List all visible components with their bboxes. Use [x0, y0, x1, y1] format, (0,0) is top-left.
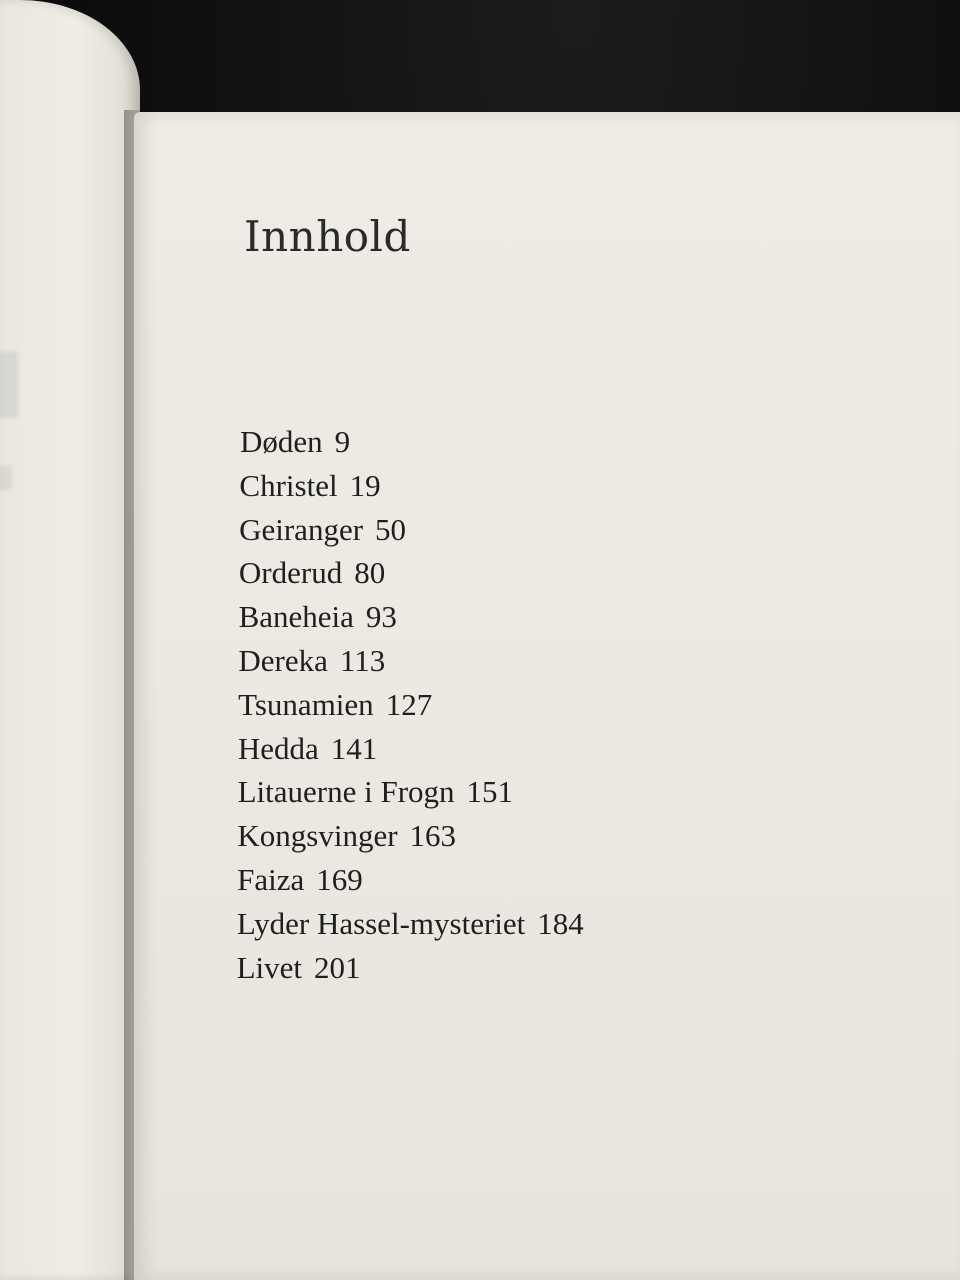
chapter-title: Faiza: [237, 861, 305, 897]
chapter-title: Tsunamien: [238, 686, 374, 722]
page-number: 127: [385, 686, 433, 722]
chapter-title: Dereka: [238, 642, 328, 678]
toc-entry: [237, 902, 584, 946]
chapter-title: Lyder Hassel-mysteriet: [236, 905, 526, 941]
toc-entry: [238, 727, 585, 771]
toc-entry: [239, 508, 586, 552]
page-number: 19: [349, 467, 381, 503]
toc-entry: [239, 595, 586, 639]
left-page: [0, 0, 140, 1280]
bleed-through-mark: [0, 352, 18, 418]
page-title: Innhold: [244, 212, 411, 261]
chapter-title: Kongsvinger: [237, 818, 398, 854]
toc-entry: [239, 551, 586, 595]
page-number: 93: [365, 599, 397, 635]
chapter-title: Orderud: [238, 555, 343, 591]
chapter-title: Christel: [239, 467, 338, 503]
toc-entry: [238, 639, 585, 683]
page-number: 113: [339, 642, 386, 678]
toc-entry: [237, 858, 584, 902]
toc-entry: [237, 946, 584, 990]
page-number: 50: [375, 511, 407, 547]
page-number: 201: [314, 949, 361, 985]
toc-entry: [237, 814, 584, 858]
table-of-contents: [236, 420, 587, 989]
chapter-title: Døden: [240, 424, 323, 459]
page-number: 151: [466, 774, 514, 810]
chapter-title: Litauerne i Frogn: [237, 774, 455, 810]
page-number: 163: [409, 818, 457, 854]
page-number: 184: [537, 905, 584, 941]
toc-entry: [239, 464, 586, 508]
bleed-through-mark: [0, 466, 12, 490]
toc-entry: [240, 420, 587, 464]
chapter-title: Livet: [236, 949, 303, 985]
chapter-title: Geiranger: [239, 511, 364, 547]
toc-entry: [238, 683, 585, 727]
page-number: 169: [316, 861, 363, 897]
chapter-title: Hedda: [237, 730, 319, 766]
page-number: 9: [334, 424, 351, 459]
chapter-title: Baneheia: [238, 599, 354, 635]
toc-entry: [238, 770, 585, 814]
page-number: 80: [354, 555, 386, 591]
page-number: 141: [330, 730, 378, 766]
contents-page: [134, 112, 960, 1280]
